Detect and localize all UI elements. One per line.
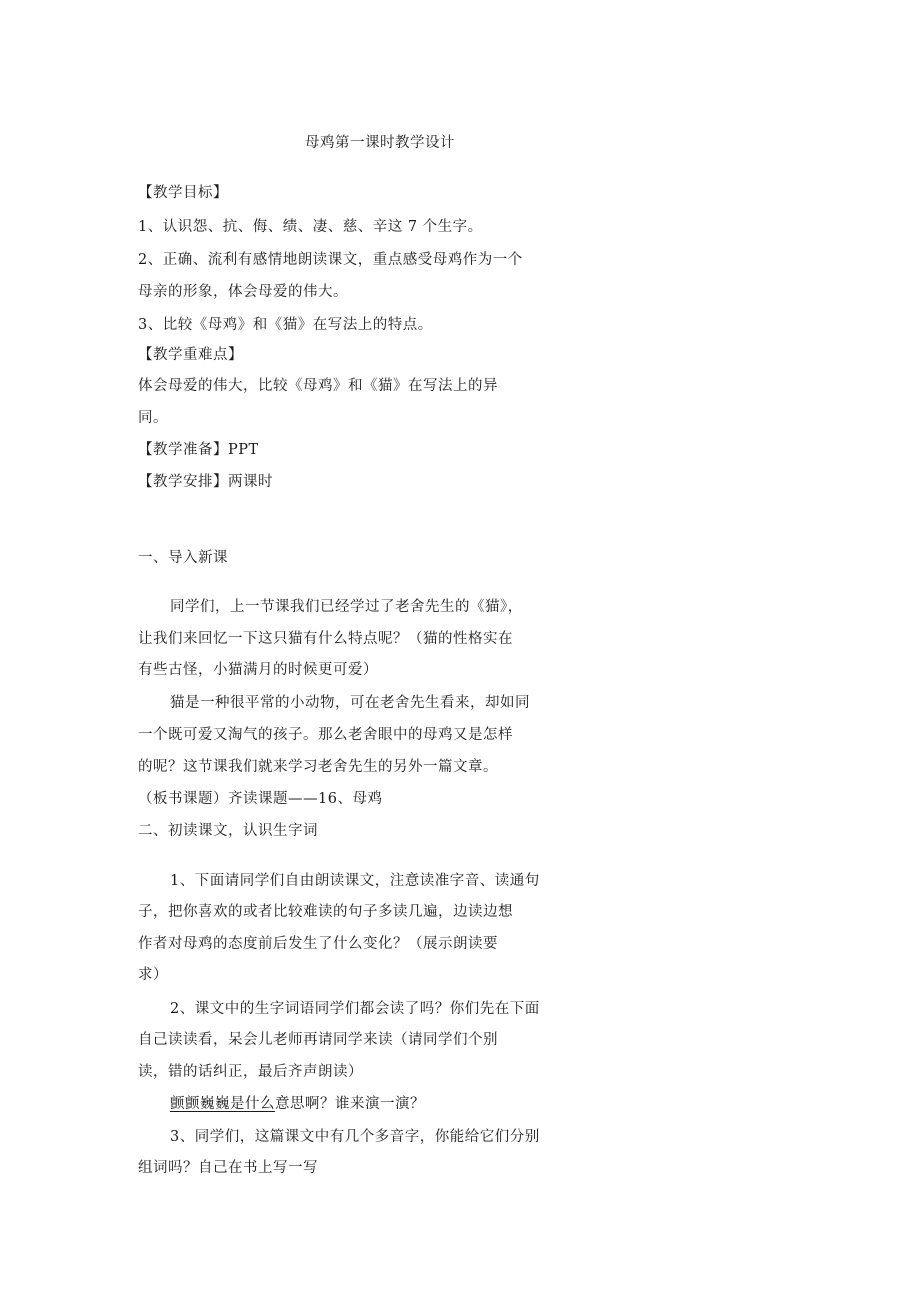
paragraph-line: 2、课文中的生字词语同学们都会读了吗？你们先在下面 [170, 1001, 540, 1017]
paragraph-line: 作者对母鸡的态度前后发生了什么变化？（展示朗读要 [138, 936, 498, 952]
paragraph-line: 读，错的话纠正，最后齐声朗读） [138, 1064, 363, 1080]
paragraph-line: 1、下面请同学们自由朗读课文，注意读准字音、读通句 [170, 873, 540, 889]
preparation-line: 【教学准备】PPT [138, 442, 259, 458]
board-line: （板书课题）齐读课题——16、母鸡 [138, 791, 383, 807]
paragraph-line: 让我们来回忆一下这只猫有什么特点呢？（猫的性格实在 [138, 631, 513, 647]
section1-heading: 一、导入新课 [138, 550, 228, 566]
paragraph-line: 猫是一种很平常的小动物，可在老舍先生看来，却如同 [170, 695, 530, 711]
underlined-phrase: 颤颤巍巍是什么 [170, 1096, 275, 1112]
objective-line: 母亲的形象，体会母爱的伟大。 [138, 284, 348, 300]
key-points-line: 同。 [138, 410, 168, 426]
key-points-line: 体会母爱的伟大，比较《母鸡》和《猫》在写法上的异 [138, 378, 498, 394]
key-points-heading: 【教学重难点】 [138, 347, 243, 363]
paragraph-line: 有些古怪，小猫满月的时候更可爱） [138, 662, 378, 678]
section2-heading: 二、初读课文，认识生字词 [138, 823, 318, 839]
paragraph-line: 子，把你喜欢的或者比较难读的句子多读几遍，边读边想 [138, 904, 513, 920]
document-title: 母鸡第一课时教学设计 [305, 135, 455, 151]
paragraph-line: 求） [138, 967, 168, 983]
question-rest: 意思啊？谁来演一演？ [275, 1096, 425, 1112]
question-line [170, 1095, 425, 1113]
arrangement-line: 【教学安排】两课时 [138, 474, 273, 490]
paragraph-line: 同学们，上一节课我们已经学过了老舍先生的《猫》， [170, 599, 523, 615]
objective-line: 2、正确、流利有感情地朗读课文，重点感受母鸡作为一个 [138, 252, 523, 268]
paragraph-line: 自己读读看，呆会儿老师再请同学来读（请同学们个别 [138, 1032, 498, 1048]
paragraph-line: 3、同学们，这篇课文中有几个多音字，你能给它们分别 [170, 1129, 540, 1145]
objectives-heading: 【教学目标】 [138, 185, 228, 201]
paragraph-line: 的呢？这节课我们就来学习老舍先生的另外一篇文章。 [138, 759, 498, 775]
paragraph-line: 一个既可爱又淘气的孩子。那么老舍眼中的母鸡又是怎样 [138, 727, 513, 743]
objective-line: 3、比较《母鸡》和《猫》在写法上的特点。 [138, 317, 433, 333]
objective-line: 1、认识怨、抗、侮、绩、凄、慈、辛这 7 个生字。 [138, 219, 483, 235]
paragraph-line: 组词吗？自己在书上写一写 [138, 1160, 318, 1176]
